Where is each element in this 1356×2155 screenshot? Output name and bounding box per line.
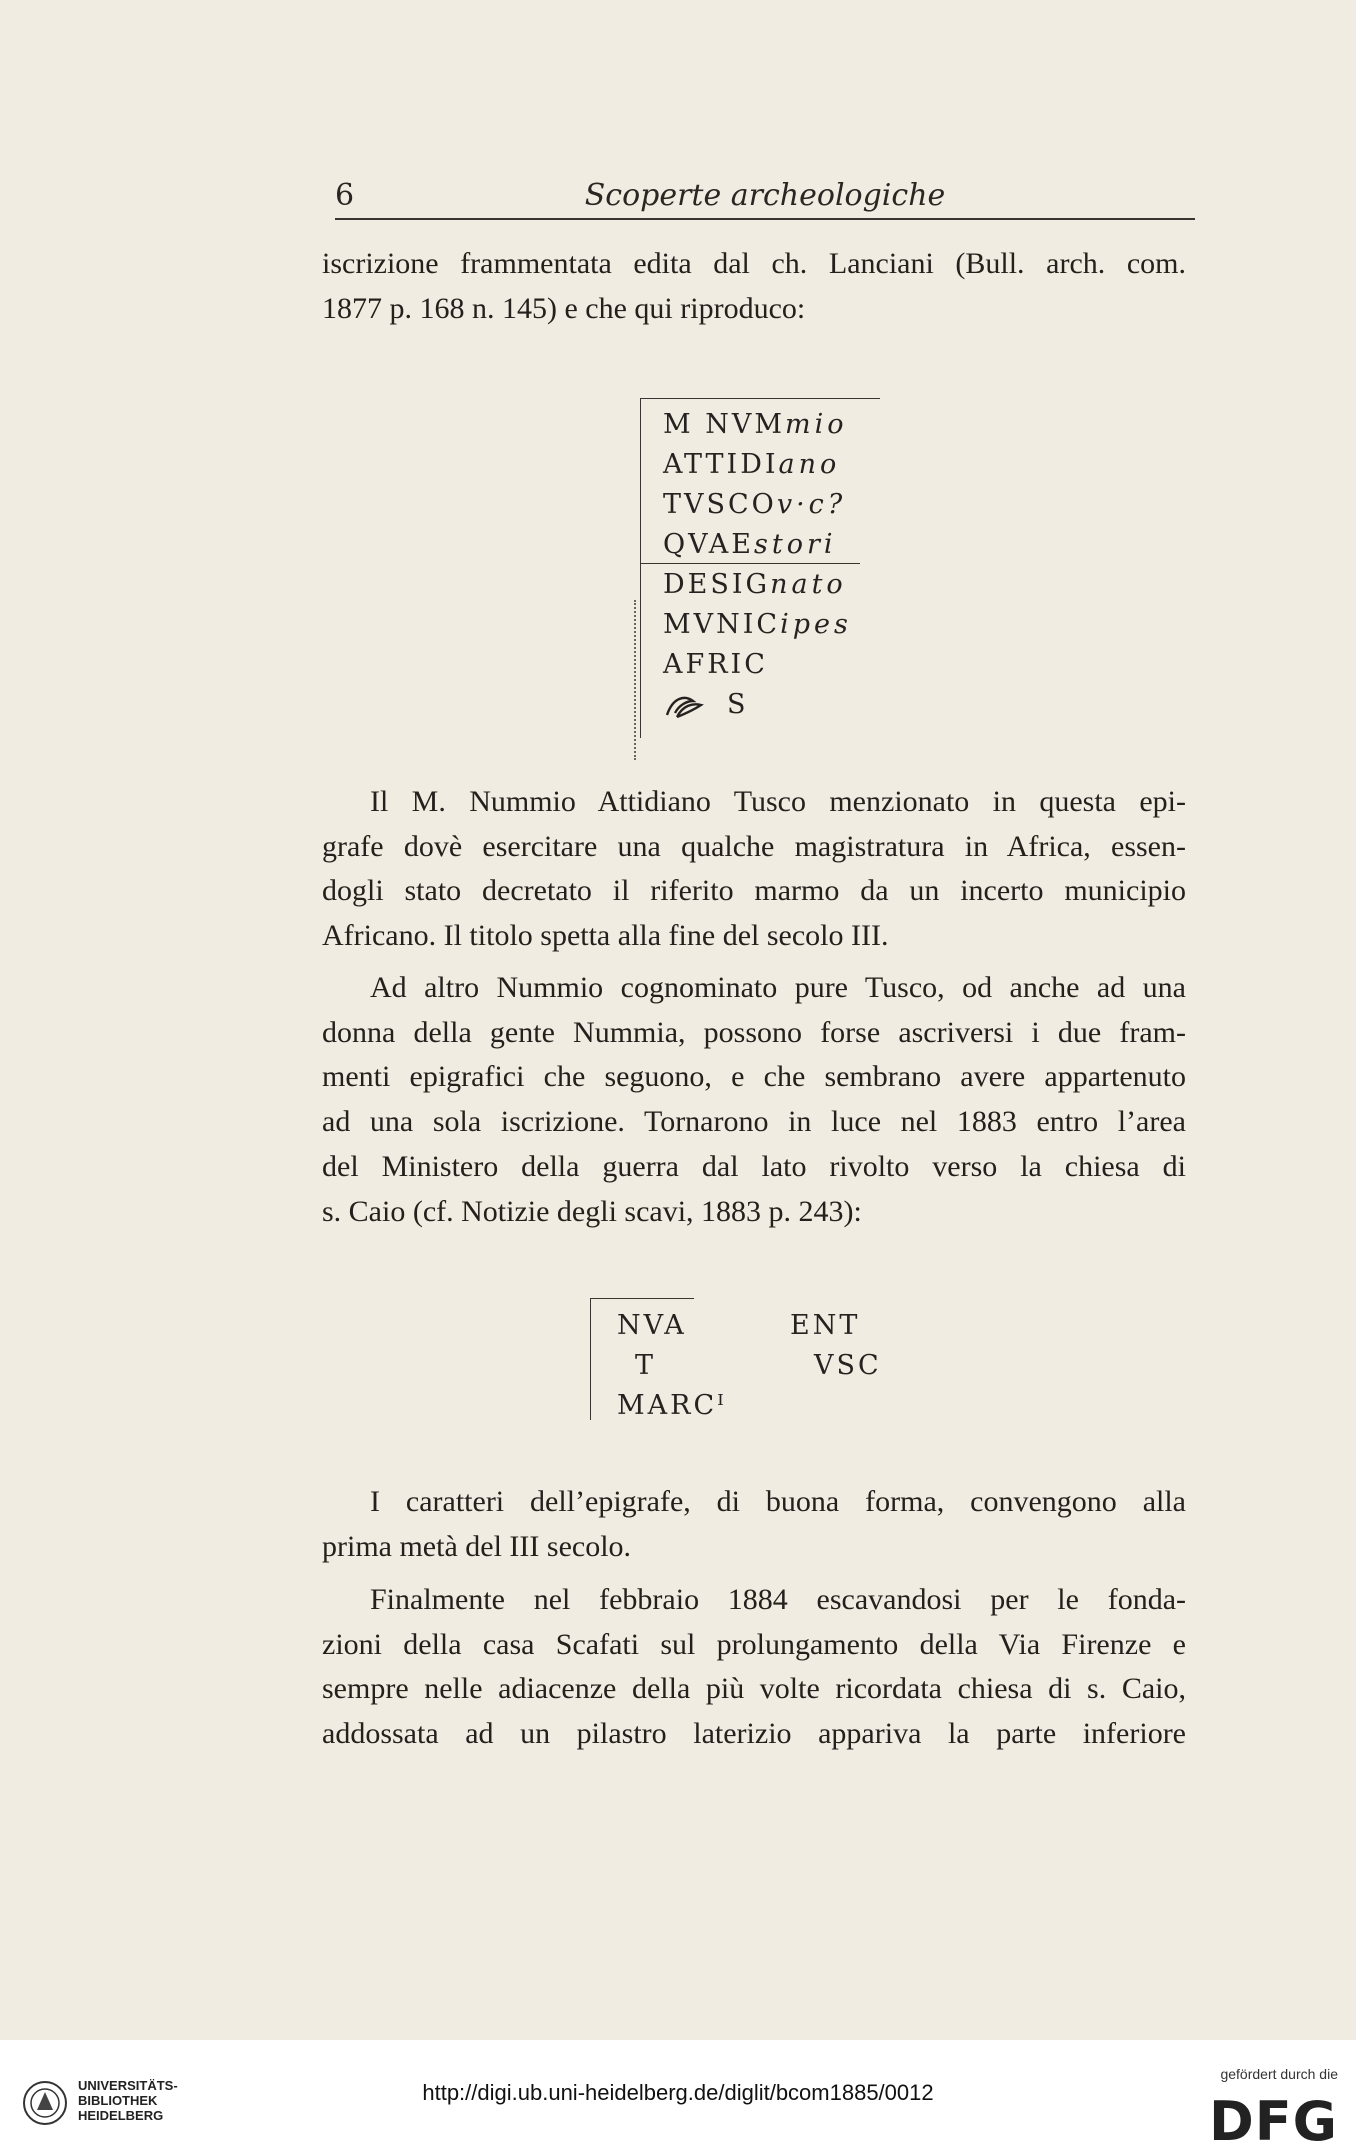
dfg-logo[interactable]: DFG — [1208, 2090, 1338, 2153]
page-header — [335, 178, 1195, 218]
paragraph-fragments — [322, 966, 1186, 1234]
text-line: 1877 p. 168 n. 145) e che qui riproduco: — [322, 291, 806, 325]
text-line: donna della gente Nummia, possono forse ascriversi i due fram- — [322, 1015, 1186, 1049]
text-line: ad una sola iscrizione. Tornarono in luce nel 1883 entro l’area — [322, 1105, 1186, 1139]
text-line: del Ministero della guerra dal lato rivolto verso la chiesa di — [322, 1149, 1186, 1183]
inscription-line-right: VSC — [814, 1350, 882, 1381]
inscription-line: ATTIDIano — [663, 449, 841, 480]
text-line: dogli stato decretato il riferito marmo da un incerto municipio — [322, 874, 1186, 908]
text-line: Il M. Nummio Attidiano Tusco menzionato in questa epi- — [370, 785, 1186, 818]
inscription-line: M NVMmio — [663, 409, 848, 440]
inscription-line-right: ENT — [790, 1310, 861, 1341]
paragraph-finally — [322, 1578, 1186, 1757]
inscription-left-rule — [590, 1298, 591, 1420]
viewer-footer — [0, 2040, 1356, 2155]
inscription-line: TVSCOv·c? — [663, 489, 847, 520]
text-line: Africano. Il titolo spetta alla fine del secolo III. — [322, 919, 889, 953]
funding-caption: gefördert durch die — [1220, 2066, 1338, 2082]
inscription-left-rule — [640, 398, 641, 738]
header-rule — [335, 218, 1195, 220]
inscription-line-left: NVA — [617, 1310, 687, 1341]
inscription-top-rule — [590, 1298, 694, 1299]
text-line: prima metà del III secolo. — [322, 1529, 632, 1563]
text-line: grafe dovè esercitare una qualche magistratura in Africa, essen- — [322, 829, 1186, 863]
paragraph-intro — [322, 242, 1186, 331]
inscription-line: AFRIC — [663, 649, 768, 680]
inscription-top-rule — [640, 398, 880, 399]
paragraph-characters — [322, 1480, 1186, 1569]
text-line: I caratteri dell’epigrafe, di buona forma, convengono alla — [370, 1485, 1186, 1518]
text-line: menti epigrafici che seguono, e che sembrano avere appartenuto — [322, 1060, 1186, 1094]
running-title: Scoperte archeologiche — [584, 178, 946, 213]
page-number: 6 — [335, 178, 355, 213]
text-line: zioni della casa Scafati sul prolungamento della Via Firenze e — [322, 1627, 1186, 1661]
inscription-line: MVNICipes — [663, 609, 852, 640]
permalink-url[interactable]: http://digi.ub.uni-heidelberg.de/diglit/bcom1885/0012 — [422, 2080, 934, 2105]
inscription-line: DESIGnato — [663, 569, 847, 600]
library-name: UNIVERSITÄTS- BIBLIOTHEK HEIDELBERG — [78, 2078, 178, 2123]
leaf-ornament-icon — [663, 691, 705, 721]
inscription-line: QVAEstori — [663, 529, 837, 560]
text-line: s. Caio (cf. Notizie degli scavi, 1883 p. 243): — [322, 1194, 862, 1228]
text-line: addossata ad un pilastro laterizio appariva la parte inferiore — [322, 1717, 1186, 1751]
inscription-line-left: MARCᴵ — [617, 1390, 727, 1421]
text-line: iscrizione frammentata edita dal ch. Lanciani (Bull. arch. com. — [322, 247, 1186, 280]
text-line: Ad altro Nummio cognominato pure Tusco, od anche ad una — [370, 971, 1186, 1004]
inscription-dotted-edge — [634, 600, 636, 760]
text-line: sempre nelle adiacenze della più volte ricordata chiesa di s. Caio, — [322, 1672, 1186, 1706]
inscription-line: S — [663, 685, 852, 725]
inscription-line-left: T — [635, 1350, 657, 1381]
text-line: Finalmente nel febbraio 1884 escavandosi per le fonda- — [370, 1583, 1186, 1616]
paragraph-nummio — [322, 780, 1186, 959]
